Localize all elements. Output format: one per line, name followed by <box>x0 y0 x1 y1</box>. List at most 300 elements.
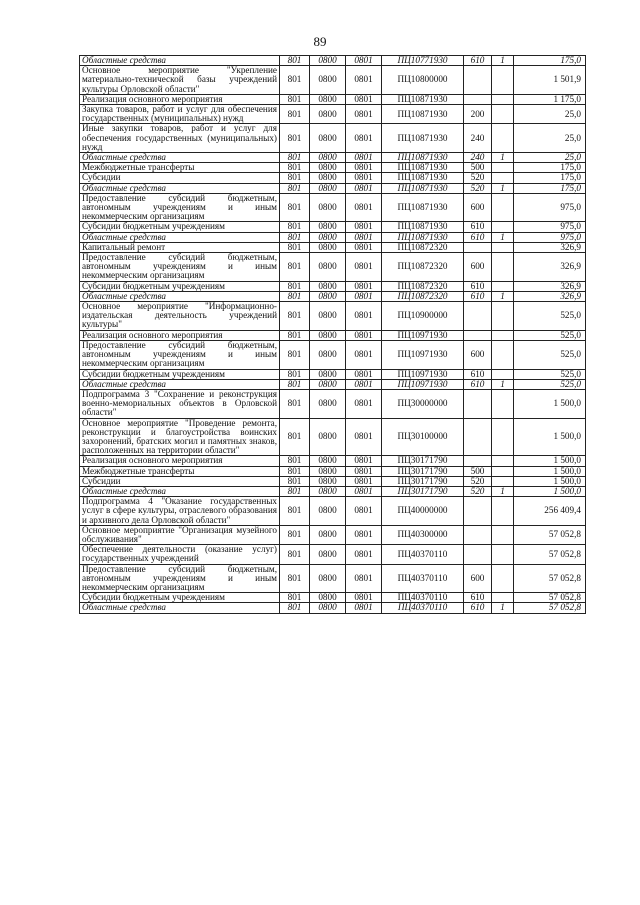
cell-source <box>492 593 514 603</box>
cell-section: 0800 <box>310 242 346 252</box>
cell-admin: 801 <box>280 232 310 242</box>
cell-admin: 801 <box>280 105 310 124</box>
cell-target: ПЦ10771930 <box>382 56 464 66</box>
cell-amount: 175,0 <box>514 183 586 193</box>
cell-source <box>492 545 514 564</box>
cell-target: ПЦ30171790 <box>382 486 464 496</box>
cell-admin: 801 <box>280 153 310 163</box>
cell-amount: 57 052,8 <box>514 603 586 613</box>
table-row <box>80 173 586 183</box>
table-row <box>80 456 586 466</box>
cell-type <box>464 330 492 340</box>
cell-admin: 801 <box>280 302 310 331</box>
cell-name: Областные средства <box>80 379 280 389</box>
cell-amount: 1 501,9 <box>514 66 586 95</box>
cell-type <box>464 242 492 252</box>
table-row <box>80 56 586 66</box>
cell-subsection: 0801 <box>346 564 382 593</box>
cell-name: Предоставление субсидий бюджетным, автономным учреждениям и иным некоммерческим организациям <box>80 564 280 593</box>
table-row <box>80 476 586 486</box>
table-row <box>80 153 586 163</box>
cell-name: Основное мероприятие "Информационно-издательская деятельность учреждений культуры" <box>80 302 280 331</box>
cell-name: Областные средства <box>80 56 280 66</box>
cell-section: 0800 <box>310 183 346 193</box>
cell-type <box>464 456 492 466</box>
cell-amount: 1 175,0 <box>514 94 586 104</box>
cell-admin: 801 <box>280 163 310 173</box>
cell-name: Реализация основного мероприятия <box>80 330 280 340</box>
table-row <box>80 232 586 242</box>
cell-amount: 175,0 <box>514 56 586 66</box>
cell-type: 600 <box>464 564 492 593</box>
cell-source: 1 <box>492 153 514 163</box>
table-row <box>80 525 586 544</box>
cell-admin: 801 <box>280 389 310 418</box>
table-row <box>80 66 586 95</box>
cell-admin: 801 <box>280 497 310 526</box>
cell-target: ПЦ30100000 <box>382 418 464 456</box>
table-row <box>80 281 586 291</box>
cell-amount: 525,0 <box>514 330 586 340</box>
cell-admin: 801 <box>280 456 310 466</box>
cell-subsection: 0801 <box>346 593 382 603</box>
cell-type <box>464 497 492 526</box>
cell-name: Областные средства <box>80 183 280 193</box>
cell-amount: 326,9 <box>514 291 586 301</box>
cell-target: ПЦ10871930 <box>382 105 464 124</box>
cell-admin: 801 <box>280 94 310 104</box>
cell-admin: 801 <box>280 291 310 301</box>
cell-section: 0800 <box>310 593 346 603</box>
table-row <box>80 253 586 282</box>
cell-name: Субсидии бюджетным учреждениям <box>80 369 280 379</box>
cell-source: 1 <box>492 379 514 389</box>
cell-subsection: 0801 <box>346 603 382 613</box>
cell-type <box>464 302 492 331</box>
cell-type: 610 <box>464 222 492 232</box>
cell-target: ПЦ40370110 <box>382 564 464 593</box>
cell-amount: 975,0 <box>514 232 586 242</box>
cell-amount: 326,9 <box>514 242 586 252</box>
cell-source <box>492 222 514 232</box>
cell-source <box>492 369 514 379</box>
cell-section: 0800 <box>310 105 346 124</box>
cell-section: 0800 <box>310 466 346 476</box>
cell-section: 0800 <box>310 94 346 104</box>
cell-name: Предоставление субсидий бюджетным, автономным учреждениям и иным некоммерческим организациям <box>80 253 280 282</box>
cell-section: 0800 <box>310 173 346 183</box>
cell-subsection: 0801 <box>346 291 382 301</box>
table-row <box>80 183 586 193</box>
cell-subsection: 0801 <box>346 545 382 564</box>
cell-subsection: 0801 <box>346 302 382 331</box>
cell-subsection: 0801 <box>346 105 382 124</box>
cell-type: 600 <box>464 253 492 282</box>
cell-section: 0800 <box>310 222 346 232</box>
cell-target: ПЦ10971930 <box>382 369 464 379</box>
cell-amount: 326,9 <box>514 281 586 291</box>
cell-type: 610 <box>464 593 492 603</box>
cell-section: 0800 <box>310 476 346 486</box>
cell-name: Предоставление субсидий бюджетным, автономным учреждениям и иным некоммерческим организациям <box>80 340 280 369</box>
cell-type: 520 <box>464 173 492 183</box>
cell-name: Основное мероприятие "Укрепление материально-технической базы учреждений культуры Орловской области" <box>80 66 280 95</box>
cell-admin: 801 <box>280 330 310 340</box>
cell-source: 1 <box>492 486 514 496</box>
cell-name: Субсидии бюджетным учреждениям <box>80 593 280 603</box>
cell-admin: 801 <box>280 281 310 291</box>
cell-section: 0800 <box>310 193 346 222</box>
cell-subsection: 0801 <box>346 486 382 496</box>
cell-type: 610 <box>464 603 492 613</box>
cell-admin: 801 <box>280 124 310 153</box>
cell-admin: 801 <box>280 193 310 222</box>
cell-name: Реализация основного мероприятия <box>80 456 280 466</box>
page-number: 89 <box>313 34 327 49</box>
cell-subsection: 0801 <box>346 153 382 163</box>
cell-target: ПЦ40370110 <box>382 603 464 613</box>
cell-target: ПЦ10872320 <box>382 281 464 291</box>
cell-subsection: 0801 <box>346 94 382 104</box>
cell-amount: 975,0 <box>514 222 586 232</box>
cell-admin: 801 <box>280 545 310 564</box>
cell-amount: 57 052,8 <box>514 564 586 593</box>
cell-subsection: 0801 <box>346 253 382 282</box>
cell-amount: 57 052,8 <box>514 545 586 564</box>
cell-section: 0800 <box>310 153 346 163</box>
table-row <box>80 242 586 252</box>
cell-source: 1 <box>492 603 514 613</box>
cell-section: 0800 <box>310 497 346 526</box>
cell-target: ПЦ10871930 <box>382 153 464 163</box>
cell-name: Подпрограмма 3 "Сохранение и реконструкция военно-мемориальных объектов в Орловской области" <box>80 389 280 418</box>
cell-admin: 801 <box>280 603 310 613</box>
cell-name: Субсидии бюджетным учреждениям <box>80 281 280 291</box>
cell-type: 610 <box>464 232 492 242</box>
cell-section: 0800 <box>310 253 346 282</box>
cell-type: 500 <box>464 466 492 476</box>
table-body <box>80 56 586 614</box>
cell-subsection: 0801 <box>346 242 382 252</box>
cell-name: Основное мероприятие "Организация музейного обслуживания" <box>80 525 280 544</box>
cell-subsection: 0801 <box>346 340 382 369</box>
cell-source: 1 <box>492 56 514 66</box>
cell-source: 1 <box>492 291 514 301</box>
cell-target: ПЦ10971930 <box>382 340 464 369</box>
cell-subsection: 0801 <box>346 193 382 222</box>
cell-source <box>492 163 514 173</box>
table-row <box>80 302 586 331</box>
cell-target: ПЦ40300000 <box>382 525 464 544</box>
cell-section: 0800 <box>310 232 346 242</box>
table-row <box>80 545 586 564</box>
cell-amount: 1 500,0 <box>514 476 586 486</box>
cell-source <box>492 124 514 153</box>
cell-type <box>464 525 492 544</box>
cell-target: ПЦ10871930 <box>382 124 464 153</box>
cell-section: 0800 <box>310 525 346 544</box>
budget-table <box>79 55 586 614</box>
cell-name: Областные средства <box>80 486 280 496</box>
cell-amount: 1 500,0 <box>514 389 586 418</box>
table-row <box>80 222 586 232</box>
cell-name: Субсидии бюджетным учреждениям <box>80 222 280 232</box>
cell-name: Капитальный ремонт <box>80 242 280 252</box>
cell-amount: 25,0 <box>514 124 586 153</box>
cell-target: ПЦ10871930 <box>382 232 464 242</box>
table-row <box>80 340 586 369</box>
cell-name: Субсидии <box>80 173 280 183</box>
cell-amount: 57 052,8 <box>514 525 586 544</box>
cell-subsection: 0801 <box>346 232 382 242</box>
cell-section: 0800 <box>310 486 346 496</box>
cell-amount: 1 500,0 <box>514 418 586 456</box>
cell-name: Субсидии <box>80 476 280 486</box>
table-row <box>80 124 586 153</box>
cell-section: 0800 <box>310 418 346 456</box>
cell-subsection: 0801 <box>346 389 382 418</box>
cell-section: 0800 <box>310 281 346 291</box>
cell-target: ПЦ10871930 <box>382 222 464 232</box>
cell-section: 0800 <box>310 379 346 389</box>
table-row <box>80 291 586 301</box>
cell-admin: 801 <box>280 466 310 476</box>
cell-name: Областные средства <box>80 153 280 163</box>
cell-target: ПЦ10871930 <box>382 94 464 104</box>
cell-admin: 801 <box>280 564 310 593</box>
cell-target: ПЦ10872320 <box>382 253 464 282</box>
table-row <box>80 603 586 613</box>
cell-subsection: 0801 <box>346 56 382 66</box>
cell-section: 0800 <box>310 163 346 173</box>
cell-subsection: 0801 <box>346 173 382 183</box>
cell-name: Реализация основного мероприятия <box>80 94 280 104</box>
cell-subsection: 0801 <box>346 281 382 291</box>
cell-source <box>492 456 514 466</box>
cell-section: 0800 <box>310 545 346 564</box>
cell-section: 0800 <box>310 302 346 331</box>
cell-admin: 801 <box>280 525 310 544</box>
cell-source <box>492 525 514 544</box>
cell-type: 610 <box>464 56 492 66</box>
cell-source <box>492 389 514 418</box>
cell-target: ПЦ10871930 <box>382 183 464 193</box>
cell-admin: 801 <box>280 340 310 369</box>
cell-name: Обеспечение деятельности (оказание услуг) государственных учреждений <box>80 545 280 564</box>
cell-source <box>492 173 514 183</box>
cell-source <box>492 466 514 476</box>
cell-type: 520 <box>464 476 492 486</box>
cell-target: ПЦ40370110 <box>382 545 464 564</box>
cell-target: ПЦ10871930 <box>382 163 464 173</box>
cell-subsection: 0801 <box>346 124 382 153</box>
cell-name: Основное мероприятие "Проведение ремонта, реконструкции и благоустройства воинских захоронений, братских могил и памятных знаков, расположенных на территории области" <box>80 418 280 456</box>
cell-amount: 326,9 <box>514 253 586 282</box>
cell-section: 0800 <box>310 56 346 66</box>
cell-subsection: 0801 <box>346 66 382 95</box>
cell-section: 0800 <box>310 340 346 369</box>
cell-type: 610 <box>464 281 492 291</box>
cell-target: ПЦ40370110 <box>382 593 464 603</box>
cell-section: 0800 <box>310 124 346 153</box>
cell-target: ПЦ30171790 <box>382 466 464 476</box>
table-row <box>80 466 586 476</box>
cell-name: Межбюджетные трансферты <box>80 163 280 173</box>
cell-subsection: 0801 <box>346 330 382 340</box>
cell-source <box>492 94 514 104</box>
cell-target: ПЦ10800000 <box>382 66 464 95</box>
table-row <box>80 369 586 379</box>
cell-name: Областные средства <box>80 232 280 242</box>
cell-amount: 25,0 <box>514 153 586 163</box>
table-row <box>80 418 586 456</box>
cell-source <box>492 281 514 291</box>
table-row <box>80 389 586 418</box>
cell-target: ПЦ30171790 <box>382 476 464 486</box>
cell-admin: 801 <box>280 56 310 66</box>
cell-target: ПЦ30000000 <box>382 389 464 418</box>
cell-admin: 801 <box>280 593 310 603</box>
cell-subsection: 0801 <box>346 418 382 456</box>
cell-type: 610 <box>464 379 492 389</box>
cell-name: Закупка товаров, работ и услуг для обеспечения государственных (муниципальных) нужд <box>80 105 280 124</box>
cell-subsection: 0801 <box>346 369 382 379</box>
cell-source <box>492 105 514 124</box>
cell-section: 0800 <box>310 603 346 613</box>
cell-type <box>464 94 492 104</box>
cell-subsection: 0801 <box>346 222 382 232</box>
cell-admin: 801 <box>280 173 310 183</box>
cell-name: Областные средства <box>80 291 280 301</box>
cell-amount: 525,0 <box>514 379 586 389</box>
cell-type: 610 <box>464 369 492 379</box>
cell-type: 240 <box>464 153 492 163</box>
cell-admin: 801 <box>280 242 310 252</box>
table-row <box>80 330 586 340</box>
cell-type: 500 <box>464 163 492 173</box>
cell-target: ПЦ10871930 <box>382 173 464 183</box>
table-row <box>80 564 586 593</box>
cell-type: 600 <box>464 193 492 222</box>
table-row <box>80 379 586 389</box>
cell-amount: 525,0 <box>514 302 586 331</box>
cell-section: 0800 <box>310 456 346 466</box>
cell-target: ПЦ10872320 <box>382 291 464 301</box>
cell-amount: 975,0 <box>514 193 586 222</box>
cell-target: ПЦ30171790 <box>382 456 464 466</box>
cell-source: 1 <box>492 183 514 193</box>
cell-name: Подпрограмма 4 "Оказание государственных услуг в сфере культуры, отраслевого образования и архивного дела Орловской области" <box>80 497 280 526</box>
cell-subsection: 0801 <box>346 476 382 486</box>
cell-section: 0800 <box>310 66 346 95</box>
cell-source <box>492 66 514 95</box>
cell-name: Межбюджетные трансферты <box>80 466 280 476</box>
cell-admin: 801 <box>280 486 310 496</box>
cell-subsection: 0801 <box>346 456 382 466</box>
cell-admin: 801 <box>280 476 310 486</box>
cell-section: 0800 <box>310 291 346 301</box>
cell-amount: 256 409,4 <box>514 497 586 526</box>
table-row <box>80 193 586 222</box>
cell-target: ПЦ10971930 <box>382 330 464 340</box>
table-row <box>80 163 586 173</box>
table-row <box>80 486 586 496</box>
cell-amount: 25,0 <box>514 105 586 124</box>
cell-source <box>492 253 514 282</box>
cell-source <box>492 418 514 456</box>
cell-target: ПЦ40000000 <box>382 497 464 526</box>
cell-admin: 801 <box>280 253 310 282</box>
cell-source <box>492 476 514 486</box>
cell-target: ПЦ10900000 <box>382 302 464 331</box>
cell-type <box>464 545 492 564</box>
cell-type: 600 <box>464 340 492 369</box>
cell-target: ПЦ10971930 <box>382 379 464 389</box>
cell-admin: 801 <box>280 66 310 95</box>
cell-name: Иные закупки товаров, работ и услуг для обеспечения государственных (муниципальных) нужд <box>80 124 280 153</box>
cell-admin: 801 <box>280 369 310 379</box>
cell-amount: 525,0 <box>514 369 586 379</box>
cell-amount: 1 500,0 <box>514 466 586 476</box>
cell-amount: 525,0 <box>514 340 586 369</box>
cell-section: 0800 <box>310 564 346 593</box>
cell-source <box>492 340 514 369</box>
cell-type: 520 <box>464 183 492 193</box>
cell-type: 520 <box>464 486 492 496</box>
cell-subsection: 0801 <box>346 183 382 193</box>
cell-name: Областные средства <box>80 603 280 613</box>
cell-section: 0800 <box>310 389 346 418</box>
table-row <box>80 497 586 526</box>
cell-type <box>464 66 492 95</box>
cell-admin: 801 <box>280 183 310 193</box>
cell-source: 1 <box>492 232 514 242</box>
cell-amount: 57 052,8 <box>514 593 586 603</box>
cell-section: 0800 <box>310 369 346 379</box>
cell-subsection: 0801 <box>346 525 382 544</box>
cell-name: Предоставление субсидий бюджетным, автономным учреждениям и иным некоммерческим организациям <box>80 193 280 222</box>
cell-source <box>492 302 514 331</box>
cell-subsection: 0801 <box>346 163 382 173</box>
cell-source <box>492 330 514 340</box>
cell-subsection: 0801 <box>346 466 382 476</box>
table-row <box>80 94 586 104</box>
cell-section: 0800 <box>310 330 346 340</box>
cell-source <box>492 242 514 252</box>
cell-admin: 801 <box>280 379 310 389</box>
cell-subsection: 0801 <box>346 379 382 389</box>
cell-source <box>492 193 514 222</box>
cell-source <box>492 497 514 526</box>
cell-amount: 1 500,0 <box>514 456 586 466</box>
table-row <box>80 593 586 603</box>
cell-target: ПЦ10871930 <box>382 193 464 222</box>
cell-admin: 801 <box>280 418 310 456</box>
cell-type <box>464 389 492 418</box>
cell-subsection: 0801 <box>346 497 382 526</box>
table-row <box>80 105 586 124</box>
cell-source <box>492 564 514 593</box>
cell-admin: 801 <box>280 222 310 232</box>
cell-amount: 1 500,0 <box>514 486 586 496</box>
cell-type <box>464 418 492 456</box>
cell-target: ПЦ10872320 <box>382 242 464 252</box>
cell-amount: 175,0 <box>514 173 586 183</box>
cell-type: 610 <box>464 291 492 301</box>
cell-amount: 175,0 <box>514 163 586 173</box>
cell-type: 200 <box>464 105 492 124</box>
cell-type: 240 <box>464 124 492 153</box>
